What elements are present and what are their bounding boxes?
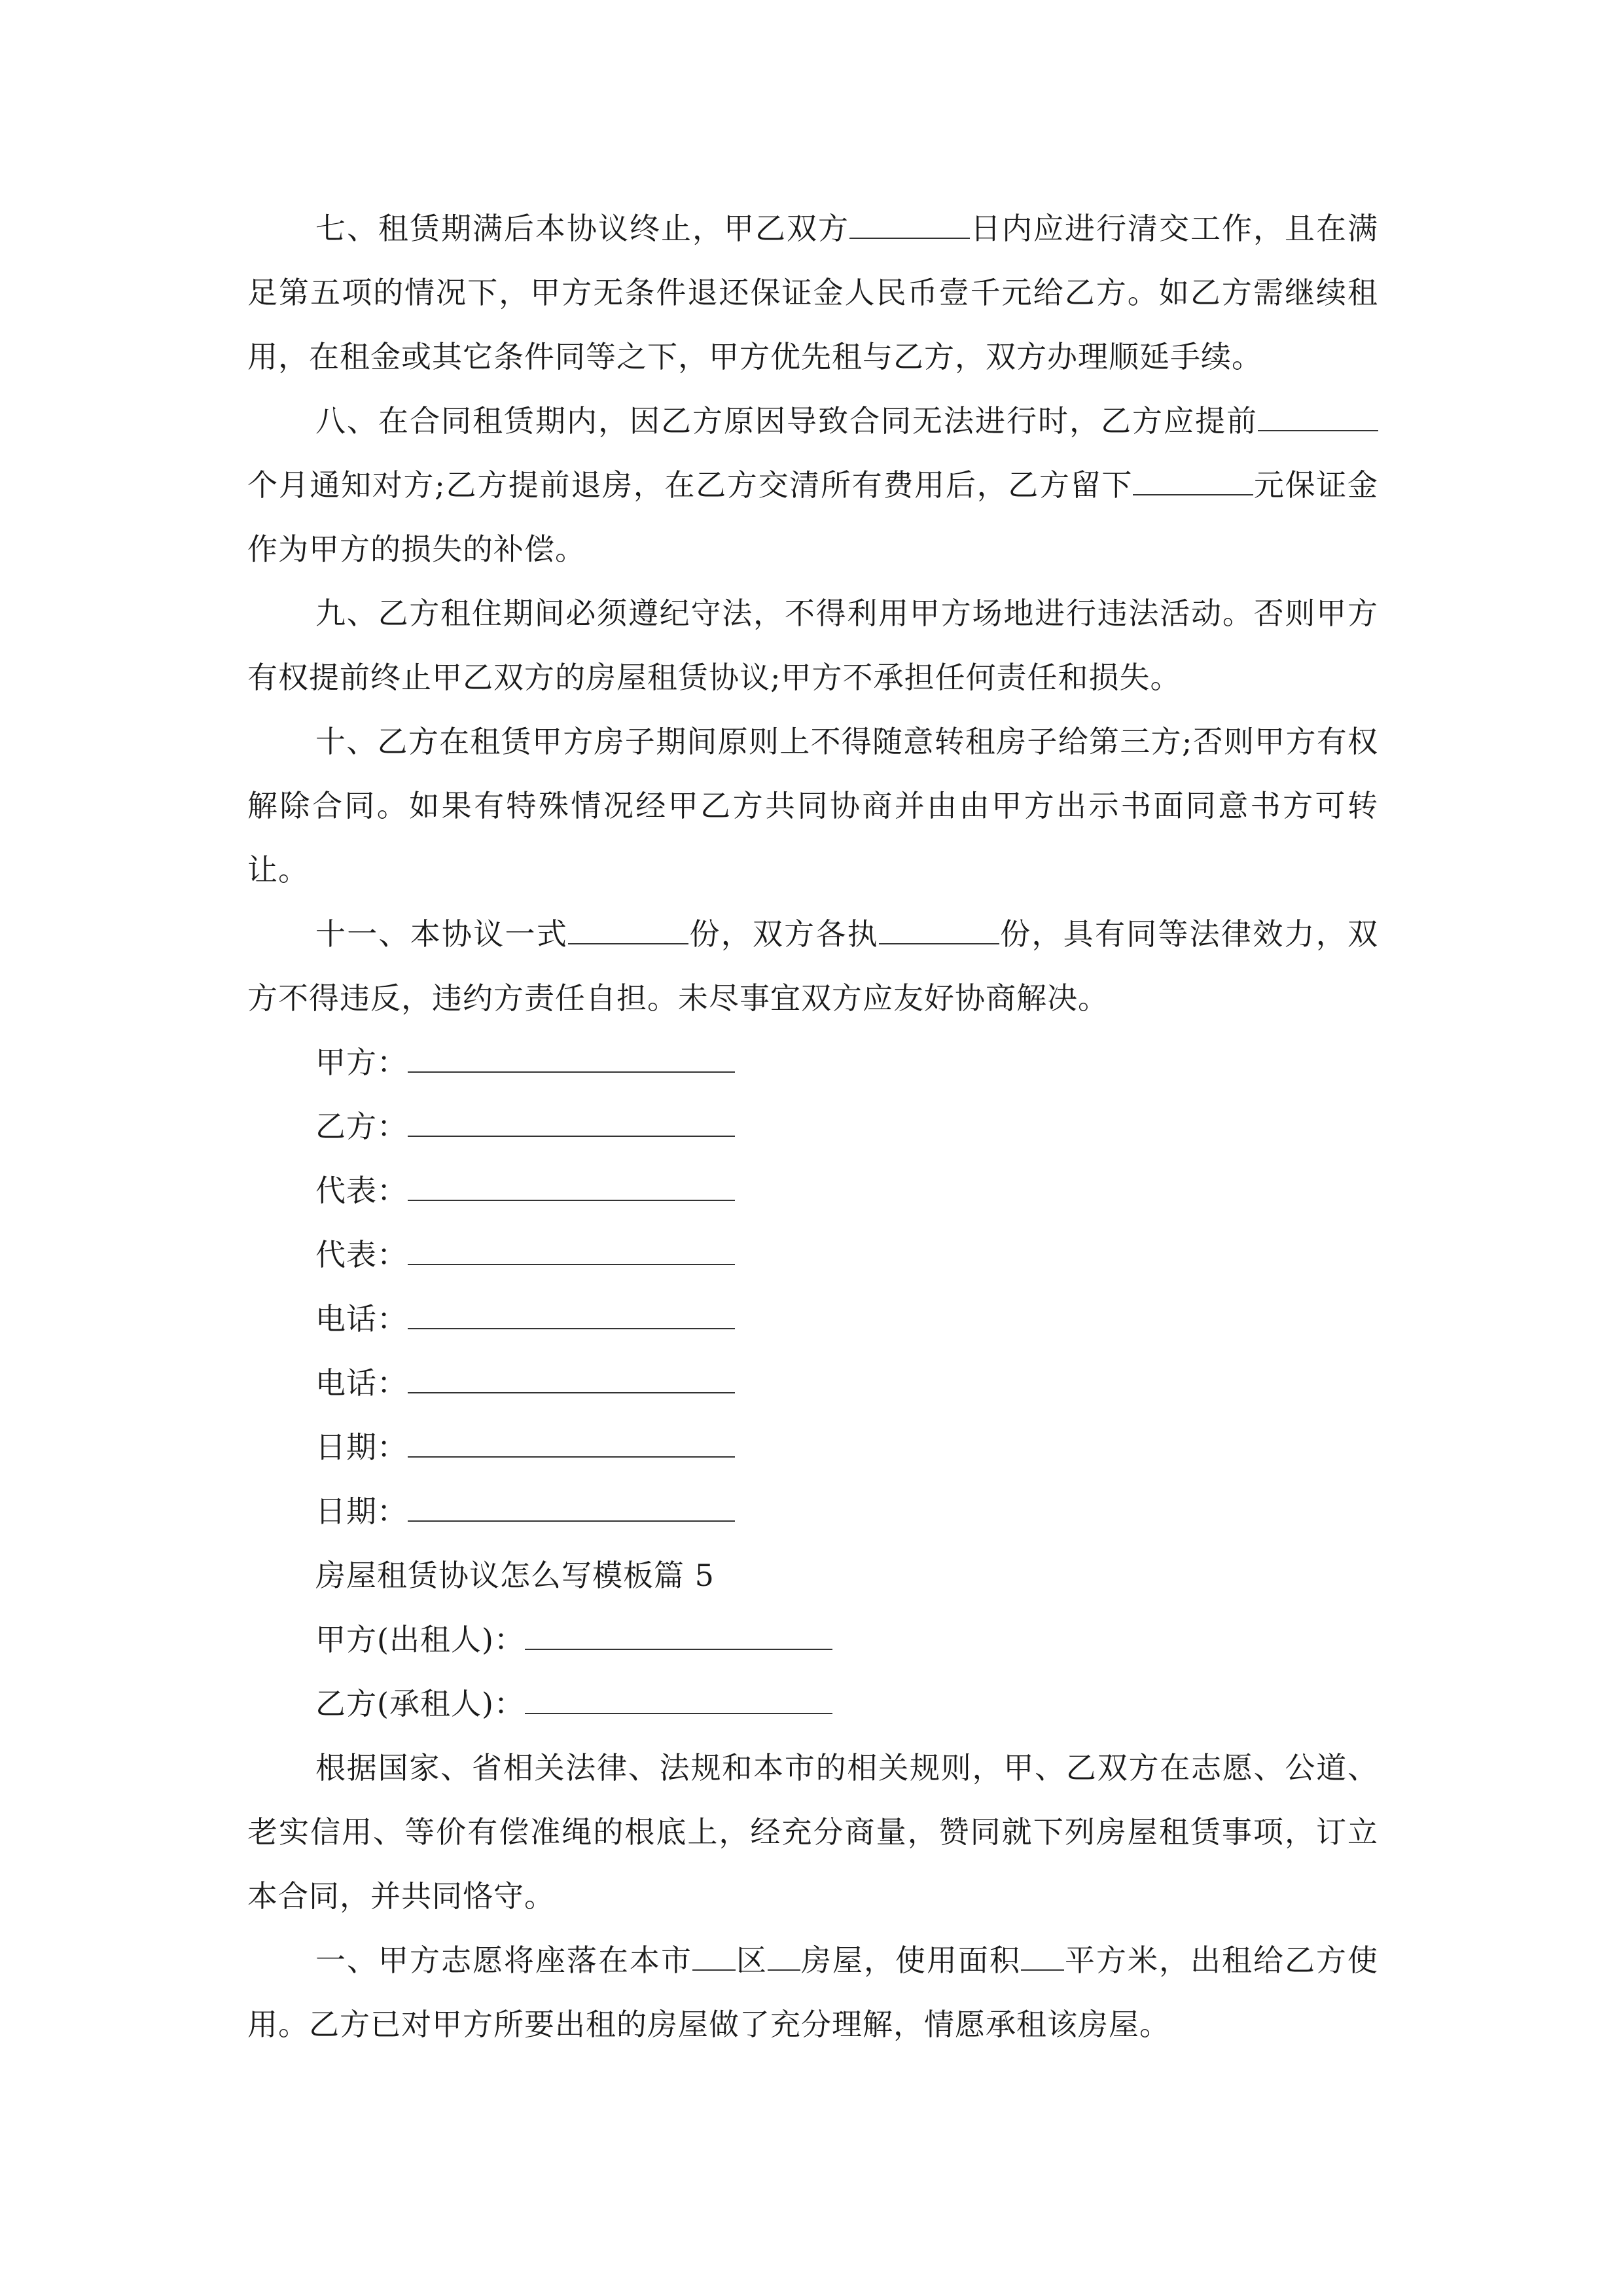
signature-label: 代表： xyxy=(315,1237,408,1272)
lessee-line xyxy=(247,1672,1378,1736)
lessee-label: 乙方(承租人)： xyxy=(315,1686,525,1721)
clause-11-text-c: 份，具有同等法律效力，双方不得违反，违约方责任自担。未尽事宜双方应友好协商解决。 xyxy=(247,916,1379,1016)
signature-label: 日期： xyxy=(315,1429,408,1465)
blank-field[interactable] xyxy=(849,213,970,239)
signature-label: 代表： xyxy=(315,1173,408,1208)
clause-1 xyxy=(247,1928,1378,2056)
clause-8-text-a: 八、在合同租赁期内，因乙方原因导致合同无法进行时，乙方应提前 xyxy=(315,403,1258,439)
signature-blank[interactable] xyxy=(408,1431,735,1458)
signature-line xyxy=(247,1030,1378,1094)
lessee-blank[interactable] xyxy=(525,1688,832,1714)
blank-field[interactable] xyxy=(1258,405,1378,431)
clause-7-text-b: 日内应进行清交工作，且在满足第五项的情况下，甲方无条件退还保证金人民币壹千元给乙方。如乙方需继续租用，在租金或其它条件同等之下，甲方优先租与乙方，双方办理顺延手续。 xyxy=(247,211,1378,374)
clause-8-text-c: 元保证金作为甲方的损失的补偿。 xyxy=(247,467,1379,567)
clause-11 xyxy=(247,902,1378,1030)
blank-field[interactable] xyxy=(1133,469,1253,495)
house-blank[interactable] xyxy=(768,1945,800,1971)
signature-label: 电话： xyxy=(315,1365,408,1401)
clause-9: 九、乙方租住期间必须遵纪守法，不得利用甲方场地进行违法活动。否则甲方有权提前终止甲乙双方的房屋租赁协议;甲方不承担任何责任和损失。 xyxy=(247,596,1378,695)
clause-10: 十、乙方在租赁甲方房子期间原则上不得随意转租房子给第三方;否则甲方有权解除合同。如果有特殊情况经甲乙方共同协商并由由甲方出示书面同意书方可转让。 xyxy=(247,724,1378,888)
signature-label: 甲方： xyxy=(315,1045,408,1080)
clause-1-text-b: 区 xyxy=(736,1943,768,1978)
intro-paragraph: 根据国家、省相关法律、法规和本市的相关规则，甲、乙双方在志愿、公道、老实信用、等价有偿准绳的根底上，经充分商量，赞同就下列房屋租赁事项，订立本合同，并共同恪守。 xyxy=(247,1750,1378,1914)
section-title: 房屋租赁协议怎么写模板篇 5 xyxy=(315,1558,715,1593)
signature-line xyxy=(247,1158,1378,1223)
blank-field[interactable] xyxy=(568,918,688,944)
clause-11-text-a: 十一、本协议一式 xyxy=(315,916,569,952)
signature-blank[interactable] xyxy=(408,1175,735,1201)
signature-blank[interactable] xyxy=(408,1239,735,1265)
clause-1-text-d: 平方米，出租给乙方使用。乙方已对甲方所要出租的房屋做了充分理解，情愿承租该房屋。 xyxy=(247,1943,1378,2042)
district-blank[interactable] xyxy=(692,1945,736,1971)
lessor-line xyxy=(247,1607,1378,1672)
signature-blank[interactable] xyxy=(408,1111,735,1137)
signature-line xyxy=(247,1287,1378,1351)
area-blank[interactable] xyxy=(1021,1945,1064,1971)
signature-line xyxy=(247,1223,1378,1287)
signature-blank[interactable] xyxy=(408,1496,735,1522)
signature-label: 乙方： xyxy=(315,1109,408,1144)
signature-blank[interactable] xyxy=(408,1303,735,1329)
lessor-label: 甲方(出租人)： xyxy=(315,1622,525,1657)
clause-11-text-b: 份，双方各执 xyxy=(688,916,879,952)
clause-1-text-c: 房屋，使用面积 xyxy=(800,1943,1021,1978)
lessor-blank[interactable] xyxy=(525,1624,832,1650)
blank-field[interactable] xyxy=(879,918,999,944)
signature-line xyxy=(247,1351,1378,1415)
clause-8-text-b: 个月通知对方;乙方提前退房，在乙方交清所有费用后，乙方留下 xyxy=(247,467,1133,503)
clause-1-text-a: 一、甲方志愿将座落在本市 xyxy=(315,1943,692,1978)
clause-7-text-a: 七、租赁期满后本协议终止，甲乙双方 xyxy=(315,211,849,246)
clause-7 xyxy=(247,196,1378,389)
document-page xyxy=(247,196,1378,2056)
signature-label: 电话： xyxy=(315,1301,408,1336)
clause-8 xyxy=(247,389,1378,581)
signature-line xyxy=(247,1479,1378,1543)
signature-blank[interactable] xyxy=(408,1047,735,1073)
signature-line xyxy=(247,1415,1378,1479)
signature-label: 日期： xyxy=(315,1494,408,1529)
signature-blank[interactable] xyxy=(408,1367,735,1393)
signature-line xyxy=(247,1094,1378,1158)
